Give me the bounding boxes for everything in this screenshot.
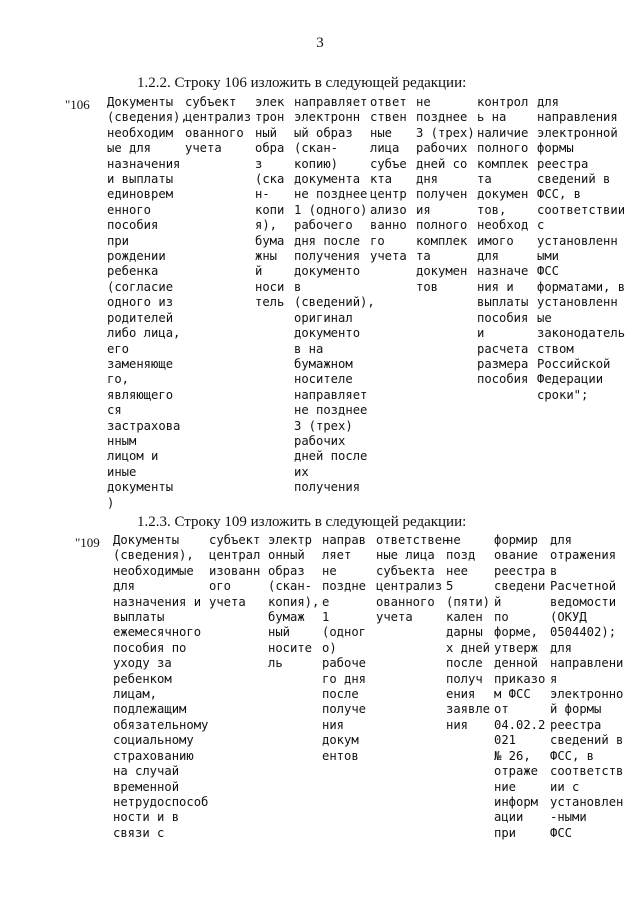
cell-purpose: для направления электронной формы реестра сведений в ФСС, в соответствии с установленн ыми ФСС форматами, в установленн ые законодатель ством Российской Федерации сроки";	[537, 95, 626, 402]
cell-responsible: ответствен ные лица субъекта централиз ованного учета	[376, 533, 450, 625]
section-heading: 1.2.2. Строку 106 изложить в следующей редакции:	[137, 75, 467, 91]
cell-deadline: не позднее 3 (трех) рабочих дней со дня получен ия полного комплек та докумен тов	[416, 95, 475, 294]
cell-procedure: направ ляет не поздне е 1 (одног о) рабоче го дня после получе ния докум ентов	[322, 533, 367, 763]
cell-documents: Документы (сведения), необходим ые для назначения и выплаты единоврем енного пособия при рождении ребенка (согласие одного из родителей либо лица, его заменяюще го, являющего ся застрахова нным лицом и иные документы )	[107, 95, 188, 510]
cell-purpose: для отражения в Расчетной ведомости (ОКУД 0504402); для направлени я электронно й формы реестра сведений в ФСС, в соответств ии с установлен -ными ФСС	[550, 533, 624, 840]
cell-procedure: направляет электронн ый образ (скан- копию) документа не позднее 1 (одного) рабочего дня после получения документо в (сведений), оригинал документо в на бумажном носителе направляет не позднее 3 (трех) рабочих дней после их получения	[294, 95, 375, 495]
cell-documents: Документы (сведения), необходимые для назначения и выплаты ежемесячного пособия по уходу за ребенком лицам, подлежащим обязательному социальному страхованию на случай временной нетрудоспособ ности и в связи с	[113, 533, 209, 840]
cell-action: формир ование реестра сведени й по форме, утверж денной приказо м ФСС от 04.02.2 021 № 26, отраже ние информ ации при	[494, 533, 546, 840]
page-number: 3	[316, 35, 324, 51]
cell-format: элек трон ный обра з (ска н- копи я), бума жны й носи тель	[255, 95, 285, 310]
cell-subject: субъект централ изованн ого учета	[209, 533, 261, 609]
cell-control: контрол ь на наличие полного комплек та докумен тов, необход имого для назначе ния и выплаты пособия и расчета размера пособия	[477, 95, 529, 387]
section-heading: 1.2.3. Строку 109 изложить в следующей редакции:	[137, 514, 467, 530]
cell-responsible: ответ ствен ные лица субъе кта центр ализо ванно го учета	[370, 95, 407, 264]
cell-deadline: не позд нее 5 (пяти) кален дарны х дней после получ ения заявле ния	[446, 533, 491, 732]
cell-subject: субъект централиз ованного учета	[185, 95, 252, 156]
row-code: "106	[65, 97, 90, 112]
row-code: "109	[75, 535, 100, 550]
cell-format: электр онный образ (скан- копия), бумаж ный носите ль	[268, 533, 320, 671]
